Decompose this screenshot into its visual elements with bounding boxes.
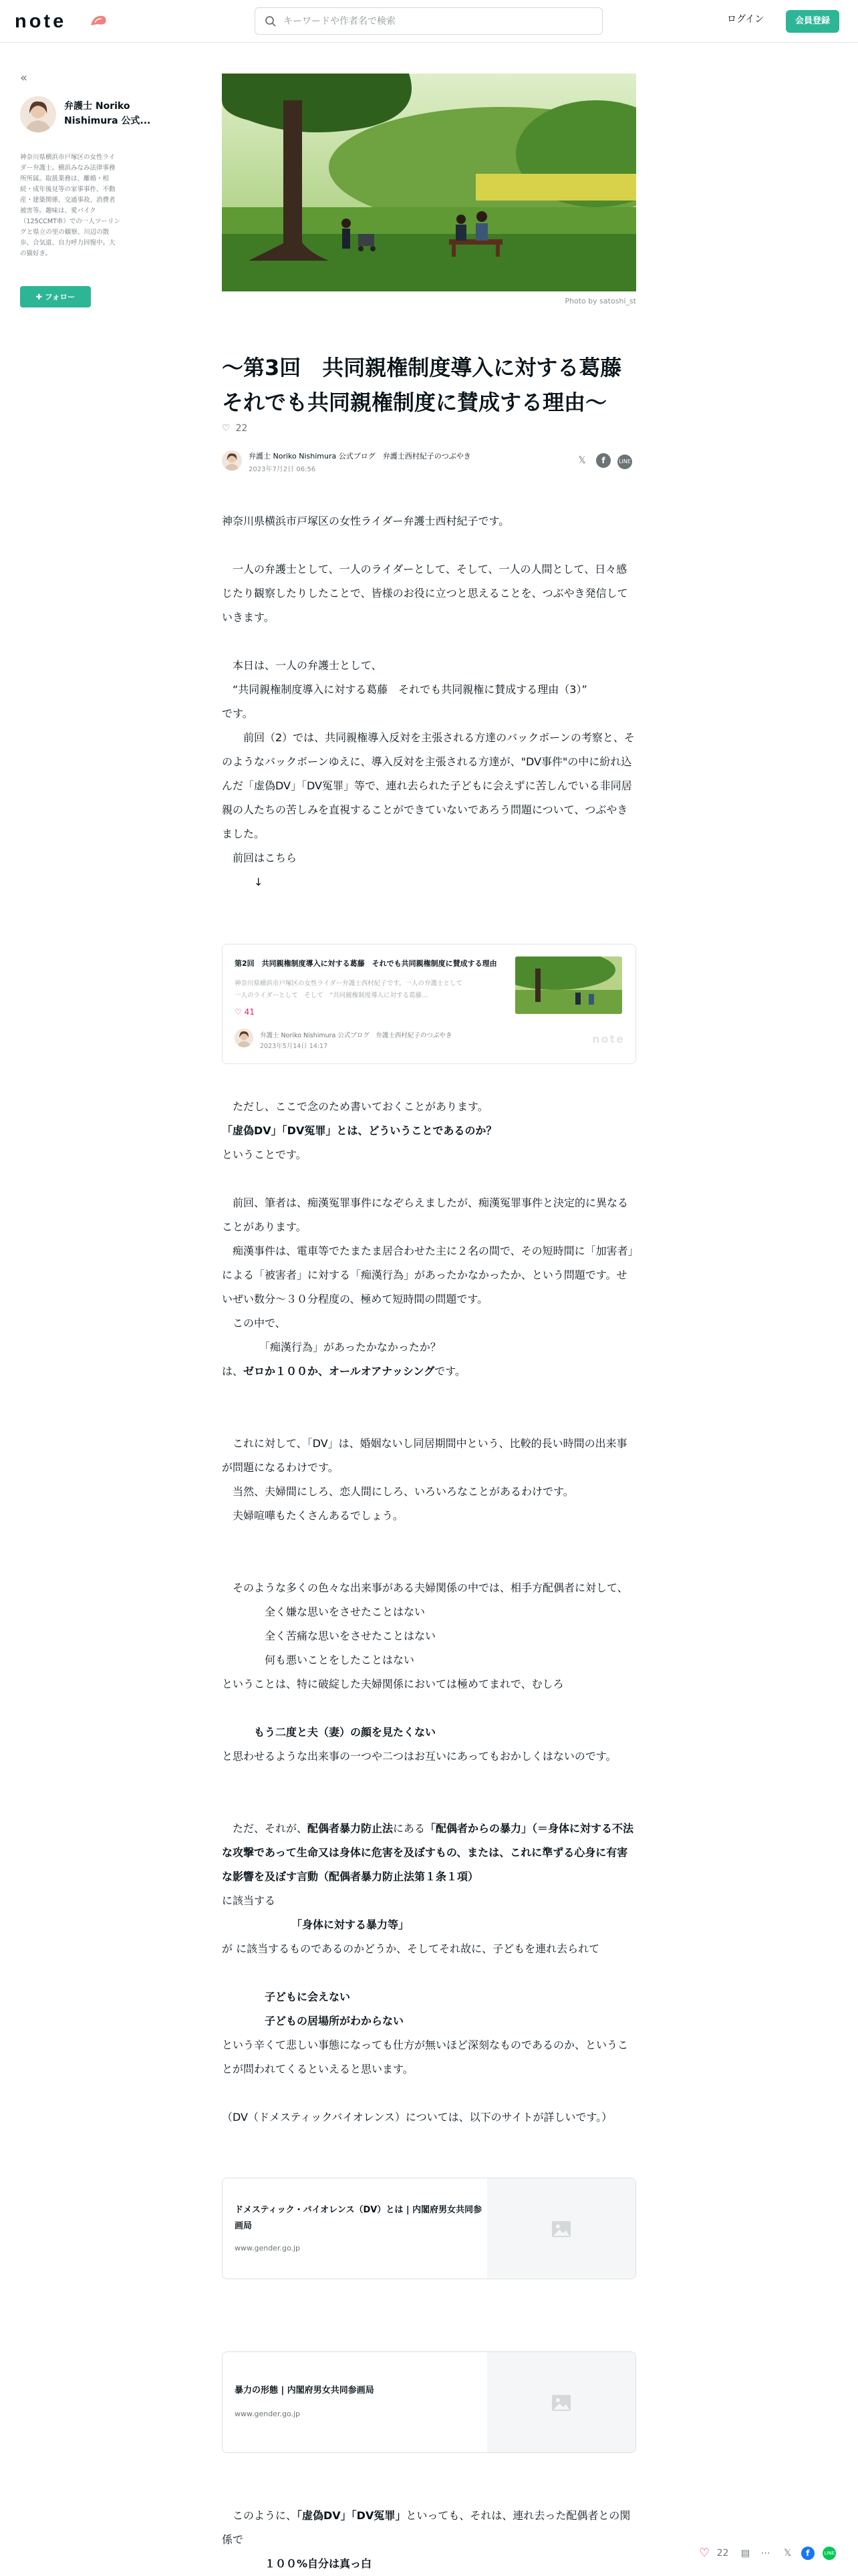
- paragraph: 神奈川県横浜市戸塚区の女性ライダー弁護士西村紀子です。: [222, 515, 510, 527]
- follow-label: フォロー: [45, 292, 76, 301]
- hero-image: [222, 74, 636, 291]
- link-url: www.gender.go.jp: [235, 2410, 301, 2418]
- embedded-note-card[interactable]: [222, 944, 636, 1064]
- paragraph-bold: 子どもに会えない 子どもの居場所がわからない: [265, 1990, 404, 2027]
- external-link-card[interactable]: [222, 2178, 636, 2279]
- more-options-icon[interactable]: ⋯: [760, 2547, 770, 2559]
- heart-icon[interactable]: ♡: [699, 2546, 710, 2560]
- text: といっても、それは、連れ去った配偶者との関係で: [222, 2509, 631, 2546]
- follow-button[interactable]: [20, 286, 91, 307]
- paragraph-bold: 「虚偽DV」「DV冤罪」とは、どういうことであるのか？: [222, 1124, 497, 1137]
- creator-name[interactable]: 弁護士 Noriko Nishimura 公式...: [64, 101, 151, 126]
- image-placeholder-icon: [551, 2392, 572, 2414]
- text-bold: ゼロか１００か、オールオアナッシング: [243, 1365, 435, 1378]
- text: にある: [393, 1822, 426, 1835]
- link-title: ドメスティック・バイオレンス（DV）とは | 内閣府男女共同参画局: [235, 2205, 482, 2231]
- paragraph: と思わせるような出来事の一つや二つはお互いにあってもおかしくはないのです。: [222, 1750, 617, 1763]
- text-bold: 配偶者暴力防止法: [307, 1822, 394, 1835]
- bottom-like-count: 22: [716, 2547, 729, 2559]
- image-placeholder-icon: [551, 2218, 572, 2240]
- article-title: 〜第3回 共同親権制度導入に対する葛藤 それでも共同親権制度に賛成する理由〜: [222, 355, 622, 415]
- link-thumbnail-placeholder: [487, 2178, 635, 2279]
- creator-description: 神奈川県横浜市戸塚区の女性ライダー弁護士。横浜みなみ法律事務所所属。取扱業務は、離婚・相続・成年後見等の家事事件、不動産・建築関係、交通事故、消費者被害等。趣味は、愛バイク（125CCMT車）での一人ツーリングと県立の里の観察、川辺の散歩、合気道、自力呼力回復中。大の猫好き。: [20, 154, 120, 257]
- facebook-share-icon[interactable]: f: [801, 2547, 815, 2560]
- add-user-icon: ✚: [35, 292, 45, 301]
- heart-icon[interactable]: ♡: [222, 423, 231, 434]
- card-excerpt: 一人のライダーとして そして “共同親権制度導入に対する葛藤…: [235, 992, 428, 999]
- search-icon: [265, 15, 277, 27]
- text: このように、: [222, 2509, 297, 2522]
- line-share-icon[interactable]: LINE: [617, 455, 632, 469]
- creator-avatar[interactable]: [20, 96, 56, 132]
- card-author-avatar: [235, 1029, 253, 1047]
- link-url: www.gender.go.jp: [235, 2244, 301, 2252]
- facebook-share-icon[interactable]: f: [596, 453, 611, 468]
- publish-date: 2023年7月2日 06:56: [249, 466, 316, 473]
- collapse-sidebar-icon[interactable]: «: [20, 71, 28, 85]
- paragraph-bold: １００%自分は真っ白: [222, 2557, 372, 2570]
- paragraph: 本日は、一人の弁護士として、 “共同親権制度導入に対する葛藤 それでも共同親権に賛成する理由（3）” です。 前回（2）では、共同親権導入反対を主張される方達のバックボーンの考察と、そのようなバックボーンゆえに、導入反対を主張される方達が、"DV事件"の中に紛れ込んだ「虚偽DV」「DV冤罪」等で、連れ去られた子どもに会えずに苦しんでいる非同居親の人たちの苦しみを直視することができていないであろう問題について、つぶやきました。 前回はこちら ↓: [222, 659, 635, 888]
- text-bold: 「配偶者からの暴力」（＝身体に対する不法な攻撃であって生命又は身体に危害を及ぼすもの、または、これに準ずる心身に有害な影響を及ぼす言動（配偶者暴力防止法第１条１項）: [222, 1822, 634, 1883]
- card-excerpt: 神奈川県横浜市戸塚区の女性ライダー弁護士西村紀子です。一人の弁護士として: [235, 980, 462, 987]
- link-title: 暴力の形態 | 内閣府男女共同参画局: [235, 2386, 374, 2396]
- like-count[interactable]: [222, 423, 247, 434]
- magazine-add-icon[interactable]: ▤: [740, 2547, 750, 2559]
- search-input[interactable]: [283, 13, 591, 29]
- photo-credit[interactable]: Photo by satoshi_st: [565, 297, 636, 305]
- card-like-value: 41: [244, 1007, 255, 1017]
- author-avatar[interactable]: [222, 450, 242, 471]
- like-count-value: 22: [235, 423, 248, 434]
- note-logo-mark-icon: [90, 13, 108, 27]
- floating-action-bar: [699, 2546, 857, 2566]
- link-thumbnail-placeholder: [487, 2352, 635, 2453]
- site-header: [0, 0, 858, 43]
- paragraph: [222, 1817, 636, 1889]
- author-byline: [222, 449, 636, 476]
- paragraph: 前回、筆者は、痴漢冤罪事件になぞらえましたが、痴漢冤罪事件と決定的に異なることがあります。 痴漢事件は、電車等でたまたま居合わせた主に２名の間で、その短時間に「加害者」による「被害者」に対する「痴漢行為」があったかなかったか、という問題です。せいぜい数分〜３０分程度の、極めて短時間の問題です。 この中で、 「痴漢行為」があったかなかったか？: [222, 1196, 633, 1354]
- paragraph: という辛くて悲しい事態になっても仕方が無いほど深刻なものであるのか、ということが問われてくるといえると思います。: [222, 2039, 629, 2075]
- paragraph: が に該当するものであるのかどうか、そしてそれ故に、子どもを連れ去られて: [222, 1942, 600, 1955]
- x-share-icon[interactable]: 𝕏: [578, 455, 586, 466]
- card-date: 2023年5月14日 14:17: [260, 1043, 328, 1050]
- text: です。: [434, 1365, 466, 1378]
- card-author: 弁護士 Noriko Nishimura 公式ブログ 弁護士西村紀子のつぶやき: [260, 1032, 452, 1039]
- paragraph: [222, 2504, 636, 2552]
- paragraph: （DV（ドメスティックバイオレンス）については、以下のサイトが詳しいです。）: [222, 2111, 613, 2123]
- card-thumbnail: [515, 956, 622, 1014]
- text: は、: [222, 1365, 244, 1378]
- paragraph-bold: 「身体に対する暴力等」: [222, 1918, 410, 1931]
- paragraph-bold: もう二度と夫（妻）の顔を見たくない: [222, 1726, 436, 1738]
- paragraph: 一人の弁護士として、一人のライダーとして、そして、一人の人間として、日々感じたり観察したりしたことで、皆様のお役に立つと思えることを、つぶやき発信していきます。: [222, 563, 628, 624]
- note-logo[interactable]: note: [15, 11, 67, 32]
- note-watermark: note: [592, 1033, 625, 1045]
- paragraph: そのような多くの色々な出来事がある夫婦関係の中では、相手方配偶者に対して、 全く嫌な思いをさせたことはない 全く苦痛な思いをさせたことはない 何も悪いことをしたことはない ということは、特に破綻した夫婦関係においては極めてまれで、むしろ: [222, 1581, 628, 1690]
- line-share-icon[interactable]: LINE: [823, 2547, 836, 2560]
- paragraph: ということです。: [222, 1148, 307, 1161]
- paragraph: に該当する: [222, 1894, 276, 1907]
- login-link[interactable]: ログイン: [727, 14, 764, 25]
- text: ただ、それが、: [222, 1822, 308, 1835]
- search-box[interactable]: [255, 7, 603, 35]
- author-name[interactable]: 弁護士 Noriko Nishimura 公式ブログ 弁護士西村紀子のつぶやき: [249, 452, 471, 461]
- card-like-count: [235, 1007, 255, 1017]
- external-link-card[interactable]: [222, 2351, 636, 2453]
- heart-icon: ♡: [235, 1007, 245, 1017]
- share-buttons: [568, 453, 632, 469]
- paragraph: これに対して、「DV」は、婚姻ないし同居期間中という、比較的長い時間の出来事が問題になるわけです。 当然、夫婦間にしろ、恋人間にしろ、いろいろなことがあるわけです。 夫婦喧嘩もたくさんあるでしょう。: [222, 1437, 627, 1522]
- signup-button[interactable]: 会員登録: [786, 10, 839, 33]
- x-share-icon[interactable]: 𝕏: [784, 2547, 792, 2559]
- card-title: 第2回 共同親権制度導入に対する葛藤 それでも共同親権制度に賛成する理由: [235, 959, 497, 968]
- paragraph: [222, 1360, 636, 1384]
- text-bold: 「虚偽DV」「DV冤罪」: [297, 2509, 406, 2522]
- paragraph: ただし、ここで念のため書いておくことがあります。: [222, 1100, 488, 1113]
